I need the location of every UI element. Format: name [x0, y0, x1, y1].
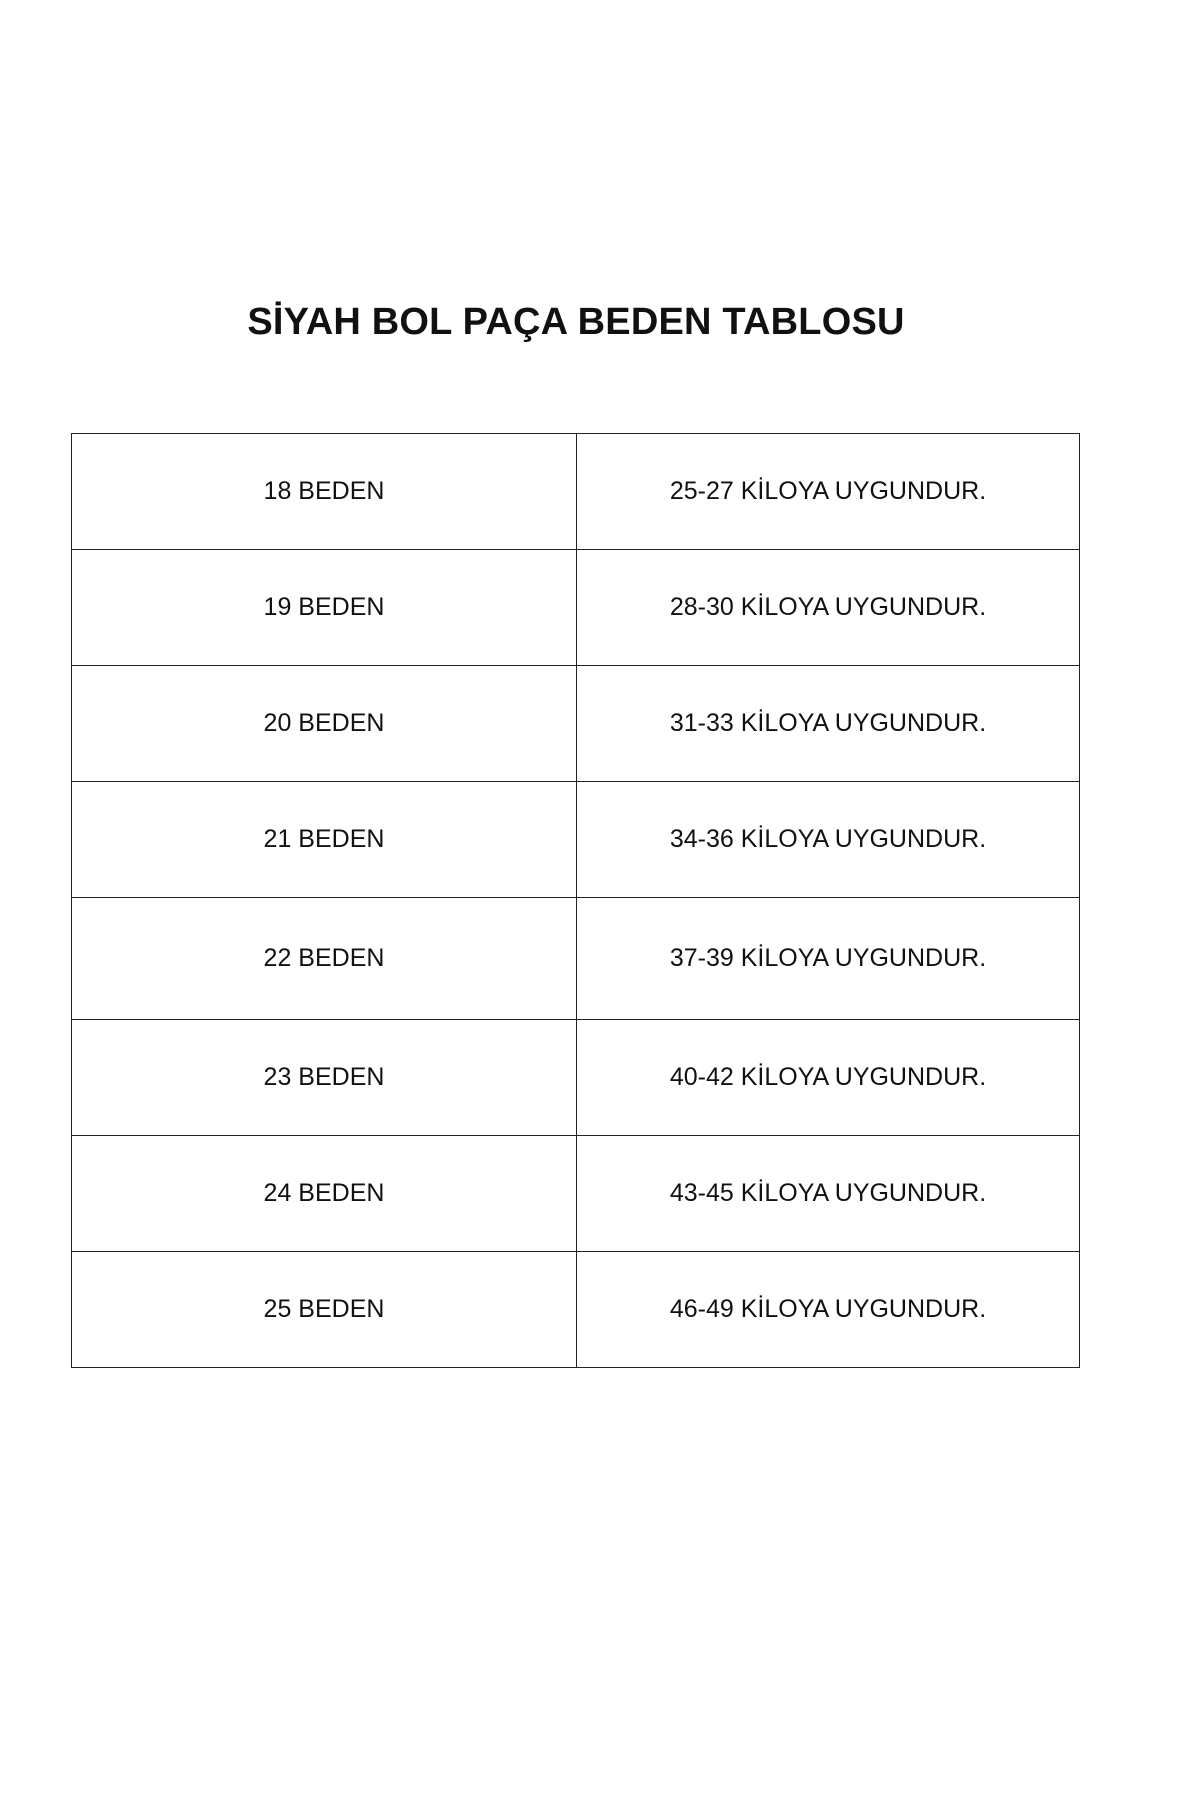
- table-row: [72, 666, 1080, 782]
- weight-range-cell: 34-36 KİLOYA UYGUNDUR.: [577, 782, 1080, 898]
- table-row: [72, 434, 1080, 550]
- table-row: [72, 1136, 1080, 1252]
- size-cell: 18 BEDEN: [72, 434, 577, 550]
- size-chart-table: [71, 433, 1080, 1368]
- size-cell: 19 BEDEN: [72, 550, 577, 666]
- table-row: [72, 1252, 1080, 1368]
- size-cell: 20 BEDEN: [72, 666, 577, 782]
- table-row: [72, 550, 1080, 666]
- page-title: SİYAH BOL PAÇA BEDEN TABLOSU: [247, 301, 905, 343]
- weight-range-cell: 37-39 KİLOYA UYGUNDUR.: [577, 898, 1080, 1020]
- table-row: [72, 898, 1080, 1020]
- weight-range-cell: 46-49 KİLOYA UYGUNDUR.: [577, 1252, 1080, 1368]
- table-row: [72, 782, 1080, 898]
- table-row: [72, 1020, 1080, 1136]
- size-cell: 25 BEDEN: [72, 1252, 577, 1368]
- weight-range-cell: 40-42 KİLOYA UYGUNDUR.: [577, 1020, 1080, 1136]
- size-cell: 24 BEDEN: [72, 1136, 577, 1252]
- size-cell: 23 BEDEN: [72, 1020, 577, 1136]
- size-cell: 22 BEDEN: [72, 898, 577, 1020]
- size-cell: 21 BEDEN: [72, 782, 577, 898]
- weight-range-cell: 28-30 KİLOYA UYGUNDUR.: [577, 550, 1080, 666]
- weight-range-cell: 31-33 KİLOYA UYGUNDUR.: [577, 666, 1080, 782]
- weight-range-cell: 43-45 KİLOYA UYGUNDUR.: [577, 1136, 1080, 1252]
- weight-range-cell: 25-27 KİLOYA UYGUNDUR.: [577, 434, 1080, 550]
